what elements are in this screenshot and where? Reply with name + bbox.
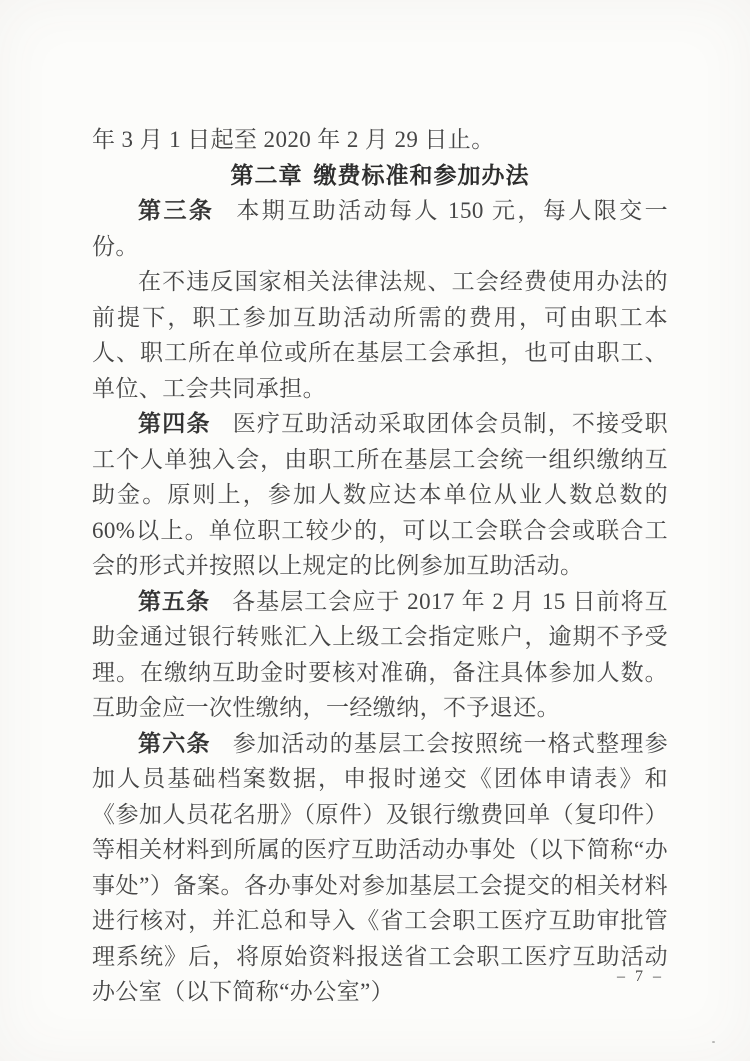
article-number-label: 第四条: [138, 410, 211, 436]
scan-speck: [712, 1041, 715, 1043]
chapter-heading: [92, 158, 668, 194]
article-paragraph: [92, 584, 668, 726]
article-paragraph: [92, 193, 668, 264]
paragraph-text: 缴费标准和参加办法: [313, 161, 530, 188]
article-paragraph: [92, 726, 668, 1010]
paragraph-text: 本期互助活动每人 150 元，每人限交一份。: [92, 198, 668, 259]
article-paragraph: [92, 406, 668, 584]
paragraph-text: 在不违反国家相关法律法规、工会经费使用办法的前提下，职工参加互助活动所需的费用，可由职工本人、职工所在单位或所在基层工会承担，也可由职工、单位、工会共同承担。: [92, 269, 668, 401]
chapter-number-label: 第二章: [230, 161, 303, 188]
paragraph-text: 参加活动的基层工会按照统一格式整理参加人员基础档案数据，申报时递交《团体申请表》和《参加人员花名册》（原件）及银行缴费回单（复印件）等相关材料到所属的医疗互助活动办事处（以下简称“办事处”）备案。各办事处对参加基层工会提交的相关材料进行核对，并汇总和导入《省工会职工医疗互助审批管理系统》后，将原始资料报送省工会职工医疗互助活动办公室（以下简称“办公室”）: [92, 730, 669, 1004]
article-number-label: 第五条: [138, 587, 211, 614]
document-body: [92, 122, 668, 1010]
paragraph-text: 医疗互助活动采取团体会员制，不接受职工个人单独入会，由职工所在基层工会统一组织缴纳互助金。原则上，参加人数应达本单位从业人数总数的 60%以上。单位职工较少的，可以工会联合会或联合工会的形式并按照以上规定的比例参加互助活动。: [92, 411, 669, 578]
page-number: – 7 –: [617, 968, 664, 985]
article-number-label: 第三条: [138, 197, 215, 223]
article-number-label: 第六条: [138, 729, 211, 756]
continuation-line: [92, 122, 668, 158]
paragraph-text: 各基层工会应于 2017 年 2 月 15 日前将互助金通过银行转账汇入上级工会指定账户，逾期不予受理。在缴纳互助金时要核对准确，备注具体参加人数。互助金应一次性缴纳，一经缴纳，不予退还。: [92, 588, 669, 720]
paragraph-text: 年 3 月 1 日起至 2020 年 2 月 29 日止。: [92, 127, 495, 152]
body-paragraph: [92, 264, 668, 406]
